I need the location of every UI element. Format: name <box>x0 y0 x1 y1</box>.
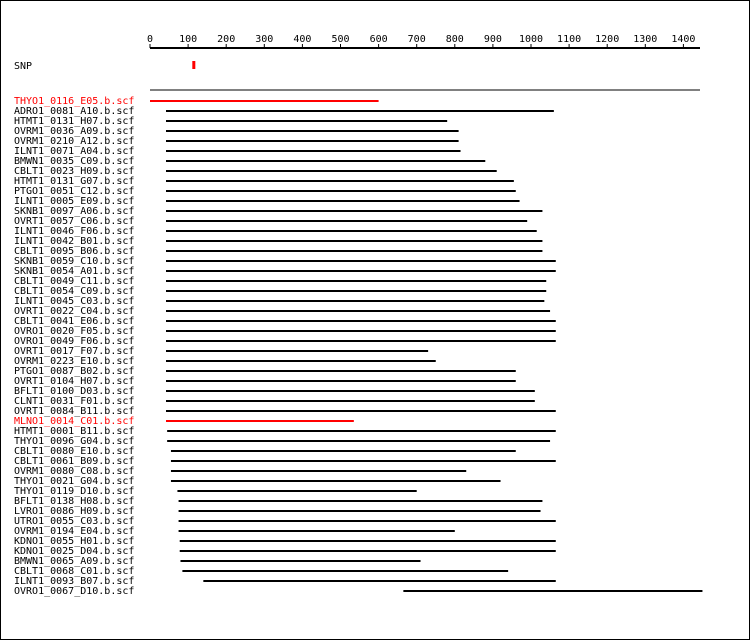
read-name[interactable]: OVRM1_0223_E10.b.scf <box>14 356 135 367</box>
read-name[interactable]: BFLT1_0100_D03.b.scf <box>14 386 135 397</box>
read-name[interactable]: THYO1_0021_G04.b.scf <box>14 476 135 487</box>
read-name[interactable]: HTMT1_0001_B11.b.scf <box>14 426 135 437</box>
read-name[interactable]: ILNT1_0045_C03.b.scf <box>14 296 135 307</box>
axis-tick-label: 600 <box>369 34 388 45</box>
read-name[interactable]: ILNT1_0005_E09.b.scf <box>14 196 135 207</box>
read-name[interactable]: OVRT1_0084_B11.b.scf <box>14 406 135 417</box>
read-name[interactable]: KDNO1_0025_D04.b.scf <box>14 546 135 557</box>
axis-tick-label: 1100 <box>557 34 582 45</box>
read-name[interactable]: OVRM1_0080_C08.b.scf <box>14 466 135 477</box>
snp-track <box>192 61 195 69</box>
read-name[interactable]: ILNT1_0093_B07.b.scf <box>14 576 135 587</box>
read-name[interactable]: MLNO1_0014_C01.b.scf <box>14 416 135 427</box>
axis-tick-label: 900 <box>483 34 502 45</box>
read-name[interactable]: CBLT1_0080_E10.b.scf <box>14 446 135 457</box>
read-name[interactable]: CBLT1_0068_C01.b.scf <box>14 566 135 577</box>
read-name[interactable]: ADRO1_0081_A10.b.scf <box>14 106 135 117</box>
axis-tick-label: 200 <box>217 34 236 45</box>
read-name[interactable]: OVRM1_0194_E04.b.scf <box>14 526 135 537</box>
read-name[interactable]: CBLT1_0095_B06.b.scf <box>14 246 135 257</box>
read-name[interactable]: OVRT1_0017_F07.b.scf <box>14 346 135 357</box>
read-name[interactable]: OVRO1_0067_D10.b.scf <box>14 586 135 597</box>
read-name[interactable]: CLNT1_0031_F01.b.scf <box>14 396 135 407</box>
axis-tick-label: 800 <box>445 34 464 45</box>
read-name[interactable]: LVRO1_0086_H09.b.scf <box>14 506 135 517</box>
read-name[interactable]: THYO1_0116_E05.b.scf <box>14 96 135 107</box>
read-name[interactable]: CBLT1_0023_H09.b.scf <box>14 166 135 177</box>
axis-tick-label: 1400 <box>671 34 696 45</box>
read-name[interactable]: THYO1_0096_G04.b.scf <box>14 436 135 447</box>
read-name[interactable]: ILNT1_0071_A04.b.scf <box>14 146 135 157</box>
read-name[interactable]: BFLT1_0138_H08.b.scf <box>14 496 135 507</box>
read-name[interactable]: HTMT1_0131_G07.b.scf <box>14 176 135 187</box>
read-name[interactable]: PTGO1_0087_B02.b.scf <box>14 366 135 377</box>
read-name[interactable]: OVRM1_0210_A12.b.scf <box>14 136 135 147</box>
read-name[interactable]: SKNB1_0097_A06.b.scf <box>14 206 135 217</box>
read-name[interactable]: SKNB1_0059_C10.b.scf <box>14 256 135 267</box>
read-name[interactable]: BMWN1_0065_A09.b.scf <box>14 556 135 567</box>
read-name[interactable]: CBLT1_0061_B09.b.scf <box>14 456 135 467</box>
read-name[interactable]: OVRT1_0104_H07.b.scf <box>14 376 135 387</box>
read-list <box>14 96 702 597</box>
read-name[interactable]: CBLT1_0049_C11.b.scf <box>14 276 135 287</box>
position-axis <box>147 34 700 48</box>
snp-marker[interactable] <box>192 61 195 69</box>
axis-tick-label: 1300 <box>633 34 658 45</box>
read-name[interactable]: ILNT1_0046_F06.b.scf <box>14 226 135 237</box>
axis-tick-label: 0 <box>146 34 154 45</box>
axis-tick-label: 1200 <box>595 34 620 45</box>
read-name[interactable]: PTGO1_0051_C12.b.scf <box>14 186 135 197</box>
axis-tick-label: 400 <box>293 34 312 45</box>
read-name[interactable]: CBLT1_0054_C09.b.scf <box>14 286 135 297</box>
read-name[interactable]: ILNT1_0042_B01.b.scf <box>14 236 135 247</box>
snp-track-label: SNP <box>14 61 33 72</box>
axis-tick-label: 700 <box>407 34 426 45</box>
read-name[interactable]: UTRO1_0055_C03.b.scf <box>14 516 135 527</box>
read-name[interactable]: SKNB1_0054_A01.b.scf <box>14 266 135 277</box>
read-name[interactable]: KDNO1_0055_H01.b.scf <box>14 536 135 547</box>
read-name[interactable]: CBLT1_0041_E06.b.scf <box>14 316 135 327</box>
read-name[interactable]: OVRT1_0022_C04.b.scf <box>14 306 135 317</box>
read-name[interactable]: BMWN1_0035_C09.b.scf <box>14 156 135 167</box>
axis-tick-label: 1000 <box>518 34 544 45</box>
read-name[interactable]: THYO1_0119_D10.b.scf <box>14 486 135 497</box>
read-name[interactable]: HTMT1_0131_H07.b.scf <box>14 116 135 127</box>
read-name[interactable]: OVRO1_0020_F05.b.scf <box>14 326 135 337</box>
read-name[interactable]: OVRM1_0036_A09.b.scf <box>14 126 135 137</box>
read-name[interactable]: OVRO1_0049_F06.b.scf <box>14 336 135 347</box>
axis-tick-label: 300 <box>255 34 274 45</box>
axis-tick-label: 100 <box>179 34 198 45</box>
read-name[interactable]: OVRT1_0057_C06.b.scf <box>14 216 135 227</box>
axis-tick-label: 500 <box>331 34 350 45</box>
